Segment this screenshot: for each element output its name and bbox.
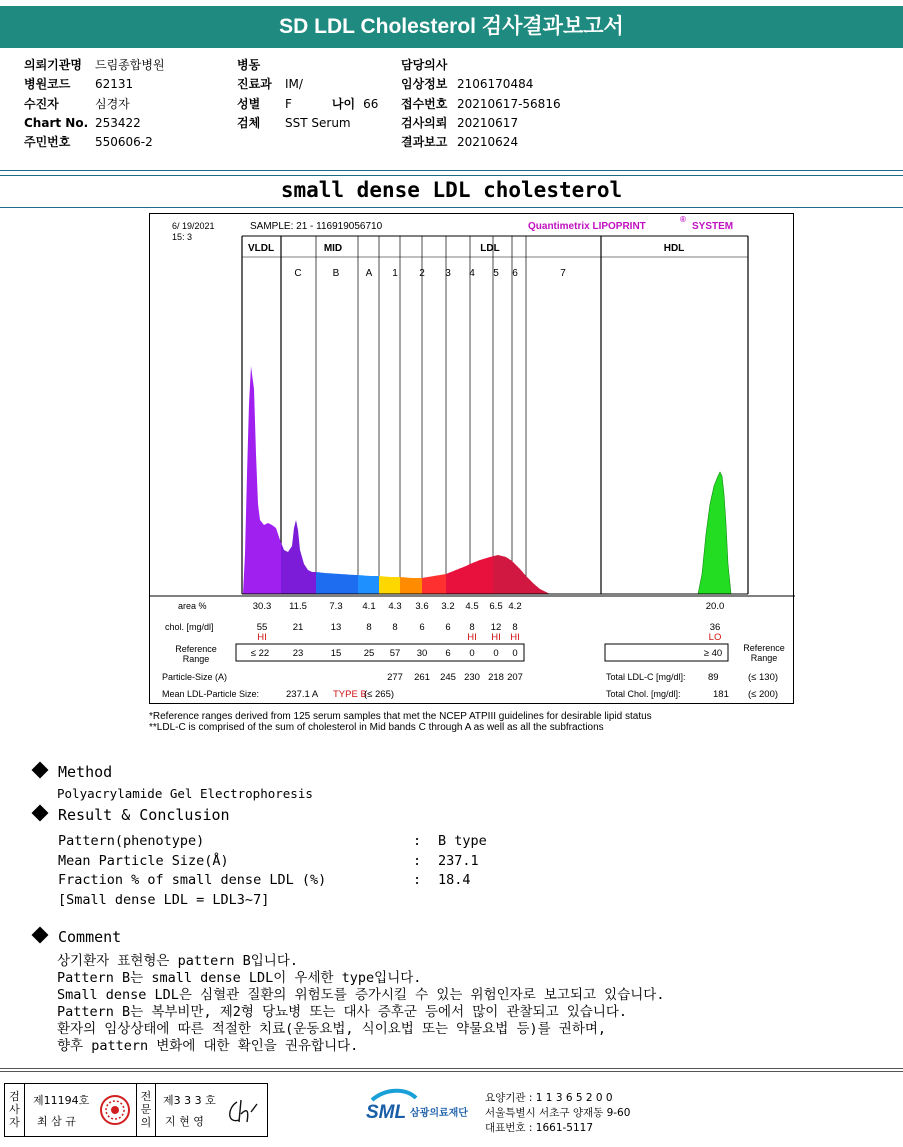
- particle-size-value: 245: [440, 672, 456, 683]
- chol-value: 8: [366, 622, 372, 633]
- result-row-value: B type: [438, 833, 487, 849]
- vertical-char: 의: [140, 1116, 152, 1129]
- chol-value: 12: [490, 622, 502, 633]
- ref-right-label: Reference: [743, 643, 785, 653]
- info-value: 20210617-56816: [457, 96, 561, 111]
- total-ldl-label: Total LDL-C [mg/dl]:: [606, 672, 686, 682]
- ref-range-value: ≥ 40: [703, 648, 723, 659]
- result-heading: Result & Conclusion: [32, 806, 230, 824]
- chart-date: 6/ 19/2021: [172, 221, 215, 231]
- result-row-label: Mean Particle Size(Å): [58, 853, 229, 869]
- info-value: IM/: [285, 77, 303, 92]
- ref-range-value: 57: [389, 648, 401, 659]
- ref-range-value: 30: [416, 648, 428, 659]
- row-label-ref: Range: [182, 654, 210, 664]
- band-area: [400, 577, 422, 594]
- particle-size-value: 218: [488, 672, 504, 683]
- flag-value: HI: [491, 632, 501, 643]
- band-group-label: MID: [323, 243, 343, 254]
- ref-range-value: 0: [493, 648, 499, 659]
- footer-line: 대표번호 : 1661-5117: [485, 1122, 594, 1134]
- row-label-mean: Mean LDL-Particle Size:: [162, 689, 260, 699]
- comment-line: 향후 pattern 변화에 대한 확인을 권유합니다.: [57, 1038, 359, 1054]
- info-label: 담당의사: [401, 58, 448, 72]
- area-pct-value: 4.5: [465, 601, 479, 612]
- band-label: 3: [445, 268, 451, 279]
- total-ldl-value: 89: [708, 672, 719, 683]
- info-value: 드림종합병원: [95, 58, 165, 72]
- total-ldl-ref: (≤ 130): [748, 672, 779, 683]
- info-row: [401, 56, 561, 75]
- band-label: 7: [560, 268, 566, 279]
- reviewer-number: 제11194호: [33, 1094, 90, 1107]
- info-label: 병원코드: [24, 77, 71, 92]
- area-pct-value: 6.5: [489, 601, 503, 612]
- area-pct-value: 11.5: [289, 601, 307, 612]
- chol-value: 6: [445, 622, 451, 633]
- reviewer-name: 최 삼 규: [37, 1115, 76, 1128]
- method-heading: Method: [32, 763, 112, 781]
- info-label: 임상정보: [401, 77, 448, 92]
- info-label: 접수번호: [401, 96, 448, 111]
- band-area: [422, 574, 446, 594]
- area-pct-value: 4.3: [388, 601, 402, 612]
- diamond-bullet-icon: [32, 927, 49, 944]
- vertical-char: 전: [140, 1090, 152, 1103]
- footer-line: 요양기관 : 1 1 3 6 5 2 0 0: [485, 1092, 613, 1104]
- chart-time: 15: 3: [172, 232, 193, 242]
- row-label-area: area %: [178, 601, 207, 611]
- comment-line: Pattern B는 복부비만, 제2형 당뇨병 또는 대사 증후군 등에서 많이 관찰되고 있습니다.: [57, 1004, 628, 1020]
- band-area: [493, 555, 512, 594]
- info-row: [401, 95, 561, 114]
- area-pct-value: 20.0: [705, 601, 725, 612]
- band-area: [316, 572, 358, 594]
- divider: [0, 175, 903, 176]
- info-column-1: [24, 56, 165, 152]
- info-row: [237, 56, 378, 75]
- chol-value: 36: [709, 622, 721, 633]
- total-chol-label: Total Chol. [mg/dl]:: [606, 689, 681, 699]
- specialist-name: 지 현 영: [165, 1115, 204, 1128]
- ref-range-value: 0: [469, 648, 475, 659]
- info-row: [24, 56, 165, 75]
- band-area: [446, 564, 470, 594]
- comment-line: 환자의 임상상태에 따른 적절한 치료(운동요법, 식이요법 또는 약물요법 등)를 권하며,: [57, 1021, 607, 1037]
- info-value: 550606-2: [95, 135, 153, 150]
- vertical-char: 문: [140, 1103, 152, 1116]
- result-note: [Small dense LDL = LDL3~7]: [58, 892, 270, 908]
- band-group-label: VLDL: [247, 243, 275, 254]
- particle-size-value: 277: [387, 672, 403, 683]
- area-pct-value: 7.3: [329, 601, 343, 612]
- section-title: small dense LDL cholesterol: [280, 178, 623, 202]
- ref-range-value: 23: [292, 648, 304, 659]
- info-row: [237, 75, 378, 94]
- info-label: Chart No.: [24, 115, 89, 130]
- footer-line: 서울특별시 서초구 양재동 9-60: [485, 1107, 631, 1119]
- info-row: [24, 75, 165, 94]
- info-row: [401, 133, 561, 152]
- area-pct-value: 4.2: [508, 601, 522, 612]
- diamond-bullet-icon: [32, 762, 49, 779]
- footer-info: [485, 1091, 630, 1136]
- ref-right-label: Range: [750, 653, 778, 663]
- result-row-value: 18.4: [438, 872, 471, 888]
- mean-type-value: TYPE B: [333, 689, 367, 700]
- result-row-value: 237.1: [438, 853, 479, 869]
- info-label: 수진자: [24, 96, 59, 111]
- flag-value: HI: [257, 632, 267, 643]
- result-row-colon: :: [413, 833, 422, 849]
- info-label: 의뢰기관명: [24, 58, 82, 72]
- signature-box: [4, 1083, 268, 1137]
- info-value: 62131: [95, 77, 134, 92]
- info-value: SST Serum: [285, 115, 351, 130]
- sml-logo-text: SML: [366, 1102, 407, 1123]
- info-value: 2106170484: [457, 77, 534, 92]
- divider: [0, 207, 903, 208]
- area-pct-value: 3.2: [441, 601, 455, 612]
- diamond-bullet-icon: [32, 805, 49, 822]
- info-label: 주민번호: [24, 135, 71, 150]
- chol-value: 8: [469, 622, 475, 633]
- chol-value: 21: [292, 622, 304, 633]
- method-text: Polyacrylamide Gel Electrophoresis: [57, 786, 313, 801]
- chol-value: 8: [512, 622, 518, 633]
- mean-ref-value: (≤ 265): [364, 689, 395, 700]
- chart-svg: [150, 214, 795, 705]
- info-value: 심경자: [95, 96, 130, 111]
- footnote-2: **LDL-C is comprised of the sum of cholesterol in Mid bands C through A as well as all the subfractions: [149, 722, 604, 733]
- info-value: 20210617: [457, 115, 519, 130]
- info-label: 성별: [237, 96, 261, 111]
- comment-line: Pattern B는 small dense LDL이 우세한 type입니다.: [57, 970, 422, 986]
- chol-value: 6: [419, 622, 425, 633]
- comment-line: 상기환자 표현형은 pattern B입니다.: [57, 953, 298, 969]
- total-chol-ref: (≤ 200): [748, 689, 779, 700]
- band-label: 4: [469, 268, 475, 279]
- system-label: Quantimetrix LIPOPRINT: [528, 221, 646, 232]
- mean-size-value: 237.1 A: [286, 689, 319, 700]
- area-pct-value: 3.6: [415, 601, 429, 612]
- info-row: [237, 114, 378, 133]
- band-label: B: [332, 268, 340, 279]
- info-label: 결과보고: [401, 135, 448, 150]
- reviewer-vertical-label: [5, 1084, 25, 1136]
- particle-size-value: 230: [464, 672, 480, 683]
- ref-range-value: 6: [445, 648, 451, 659]
- info-row: [401, 114, 561, 133]
- comment-heading: Comment: [32, 928, 121, 946]
- divider: [0, 170, 903, 171]
- info-row: [24, 95, 165, 114]
- ref-range-value: 15: [330, 648, 342, 659]
- chol-value: 8: [392, 622, 398, 633]
- row-label-particle: Particle-Size (A): [162, 672, 228, 682]
- band-area: [379, 576, 400, 594]
- flag-value: HI: [510, 632, 520, 643]
- footnote-1: *Reference ranges derived from 125 serum samples that met the NCEP ATPIII guidelines for desirable lipid status: [149, 711, 652, 722]
- flag-value: LO: [708, 632, 722, 643]
- org-name: 삼광의료재단: [410, 1108, 468, 1119]
- ref-range-value: ≤ 22: [250, 648, 270, 659]
- area-pct-value: 4.1: [362, 601, 376, 612]
- chol-value: 55: [256, 622, 268, 633]
- band-area: [470, 556, 493, 594]
- band-group-label: LDL: [480, 243, 500, 254]
- age-label: 나이: [331, 96, 356, 111]
- row-label-chol: chol. [mg/dl]: [165, 622, 214, 632]
- info-label: 병동: [237, 58, 261, 72]
- ref-range-value: 0: [512, 648, 518, 659]
- band-label: 5: [493, 268, 499, 279]
- band-label: C: [294, 268, 302, 279]
- info-value: 253422: [95, 115, 141, 130]
- vertical-char: 사: [9, 1103, 20, 1116]
- flag-value: HI: [467, 632, 477, 643]
- band-group-label: HDL: [663, 243, 685, 254]
- info-value: 20210624: [457, 135, 519, 150]
- comment-line: Small dense LDL은 심혈관 질환의 위험도를 증가시킬 수 있는 위험인자로 보고되고 있습니다.: [57, 987, 665, 1003]
- result-row-label: Pattern(phenotype): [58, 833, 205, 849]
- system-label-2: SYSTEM: [692, 221, 734, 232]
- info-label: 검체: [237, 115, 261, 130]
- divider: [0, 1071, 903, 1072]
- sml-logo: [366, 1088, 481, 1132]
- hdl-peak-area: [698, 472, 731, 594]
- lipoprint-chart: [149, 213, 794, 704]
- result-row-colon: :: [413, 872, 422, 888]
- info-row: [24, 114, 165, 133]
- ref-range-box: [236, 644, 524, 661]
- band-area: [243, 366, 281, 594]
- area-pct-value: 30.3: [252, 601, 272, 612]
- vertical-char: 검: [9, 1090, 20, 1103]
- result-row-colon: :: [413, 853, 422, 869]
- info-row: [24, 133, 165, 152]
- band-label: 1: [392, 268, 398, 279]
- band-label: 6: [512, 268, 518, 279]
- band-label: 2: [419, 268, 425, 279]
- particle-size-value: 261: [414, 672, 430, 683]
- seal-stamp-icon: [99, 1094, 131, 1126]
- particle-size-value: 207: [507, 672, 523, 683]
- info-label: 진료과: [237, 77, 272, 92]
- band-label: A: [365, 268, 373, 279]
- info-column-2: [237, 56, 378, 133]
- band-area: [358, 575, 379, 594]
- info-column-3: [401, 56, 561, 152]
- band-area: [512, 561, 550, 594]
- info-label: 검사의뢰: [401, 115, 448, 130]
- age-value: 66: [363, 96, 379, 111]
- report-title: SD LDL Cholesterol 검사결과보고서: [0, 6, 903, 48]
- specialist-vertical-label: [136, 1084, 156, 1136]
- info-row: [401, 75, 561, 94]
- ref-range-value: 25: [363, 648, 375, 659]
- row-label-ref: Reference: [175, 644, 217, 654]
- chol-value: 13: [330, 622, 342, 633]
- info-value: F: [285, 96, 292, 111]
- specialist-number: 제3 3 3 호: [163, 1094, 216, 1107]
- band-area: [281, 520, 316, 594]
- sml-logo-icon: [366, 1088, 481, 1128]
- info-row: [237, 95, 378, 114]
- handwritten-signature-icon: [223, 1094, 263, 1128]
- total-chol-value: 181: [713, 689, 729, 700]
- system-mark: ®: [680, 215, 686, 224]
- sample-label: SAMPLE: 21 - 116919056710: [250, 221, 383, 232]
- result-row-label: Fraction % of small dense LDL (%): [58, 872, 327, 888]
- vertical-char: 자: [9, 1116, 20, 1129]
- divider: [0, 1068, 903, 1069]
